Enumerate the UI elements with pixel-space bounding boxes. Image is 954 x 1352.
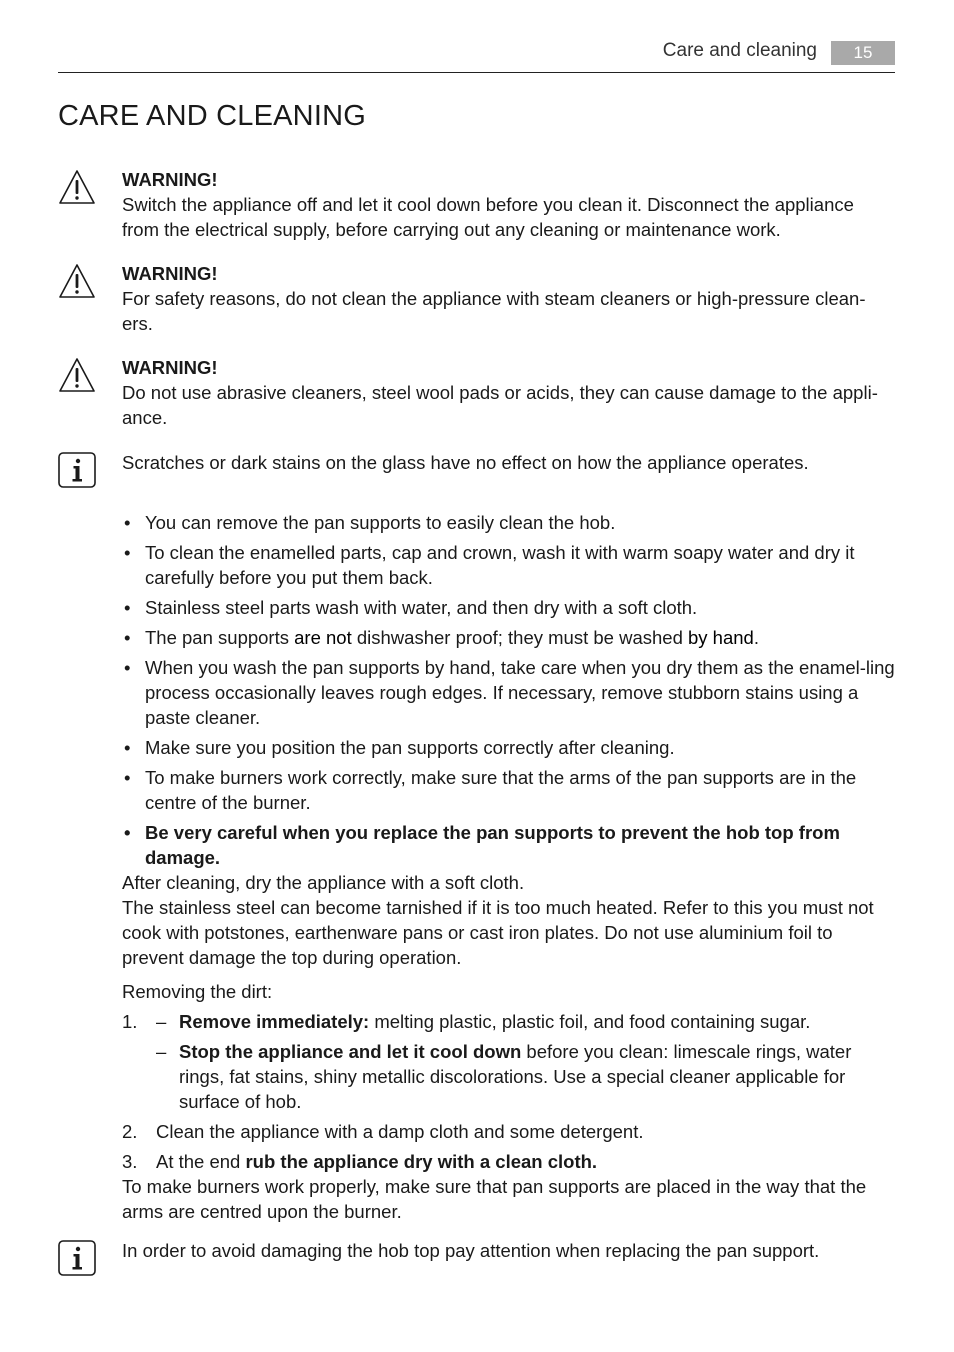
page-header	[58, 38, 895, 73]
warning-text: For safety reasons, do not clean the appliance with steam cleaners or high-pressure clean-ers.	[122, 288, 866, 334]
info-text: Scratches or dark stains on the glass have no effect on how the appliance operates.	[122, 452, 809, 473]
warning-block-2	[58, 261, 898, 341]
warning-block-1	[58, 167, 898, 247]
sub-item: – Remove immediately: melting plastic, plastic foil, and food containing sugar.	[156, 1011, 811, 1032]
step-number: 2.	[122, 1121, 138, 1142]
warning-block-3	[58, 355, 898, 435]
warning-heading: WARNING!	[122, 357, 218, 378]
list-item: • The pan supports are not dishwasher proof; they must be washed by hand.	[122, 625, 898, 650]
stainless-note: The stainless steel can become tarnished if it is too much heated. Refer to this you must not cook with potstones, earthenware pans or cast iron plates. Do not use aluminium foil to prevent damage the top during operation.	[122, 897, 874, 968]
burner-note: To make burners work properly, make sure that pan supports are placed in the way that the arms are centred upon the burner.	[122, 1176, 867, 1222]
warning-heading: WARNING!	[122, 263, 218, 284]
step-item: 2. Clean the appliance with a damp cloth and some detergent.	[122, 1121, 644, 1142]
info-note-2	[58, 1238, 898, 1278]
dash-marker: –	[156, 1041, 167, 1062]
list-item: • To clean the enamelled parts, cap and crown, wash it with warm soapy water and dry it carefully before you put them back.	[122, 540, 898, 590]
step-number: 3.	[122, 1151, 138, 1172]
page-number: 15	[831, 41, 895, 65]
list-item: • You can remove the pan supports to easily clean the hob.	[122, 510, 898, 535]
removing-dirt-steps	[122, 1009, 898, 1174]
cleaning-bullet-list	[122, 510, 898, 870]
list-item: • To make burners work correctly, make sure that the arms of the pan supports are in the centre of the burner.	[122, 765, 898, 815]
info-icon	[58, 452, 96, 488]
list-item: • Be very careful when you replace the pan supports to prevent the hob top from damage.	[122, 820, 898, 870]
warning-triangle-icon	[58, 263, 96, 299]
info-text: In order to avoid damaging the hob top pay attention when replacing the pan support.	[122, 1240, 820, 1261]
header-section-title: Care and cleaning	[662, 40, 817, 61]
warning-text: Switch the appliance off and let it cool down before you clean it. Disconnect the appliance from the electrical supply, before carrying out any cleaning or maintenance work.	[122, 194, 854, 240]
info-icon	[58, 1240, 96, 1276]
step-item: 3. At the end rub the appliance dry with a clean cloth.	[122, 1151, 598, 1172]
sub-item: – Stop the appliance and let it cool down before you clean: limescale rings, water rings, fat stains, shiny metallic discolorations. Use a special cleaner applicable for surface of hob.	[156, 1041, 852, 1112]
list-item: • Make sure you position the pan supports correctly after cleaning.	[122, 735, 898, 760]
after-cleaning-text: After cleaning, dry the appliance with a soft cloth.	[122, 872, 525, 893]
step-item	[122, 1009, 898, 1114]
warning-triangle-icon	[58, 169, 96, 205]
warning-heading: WARNING!	[122, 169, 218, 190]
page-title: CARE AND CLEANING	[58, 100, 366, 132]
info-note-1	[58, 450, 898, 490]
warning-triangle-icon	[58, 357, 96, 393]
removing-dirt-intro: Removing the dirt:	[122, 981, 273, 1002]
list-item: • Stainless steel parts wash with water, and then dry with a soft cloth.	[122, 595, 898, 620]
warning-text: Do not use abrasive cleaners, steel wool pads or acids, they can cause damage to the appli-ance.	[122, 382, 878, 428]
list-item: • When you wash the pan supports by hand, take care when you dry them as the enamel-ling process occasionally leaves rough edges. If necessary, remove stubborn stains using a paste cleaner.	[122, 655, 898, 730]
dash-marker: –	[156, 1011, 167, 1032]
step-number: 1.	[122, 1011, 138, 1032]
